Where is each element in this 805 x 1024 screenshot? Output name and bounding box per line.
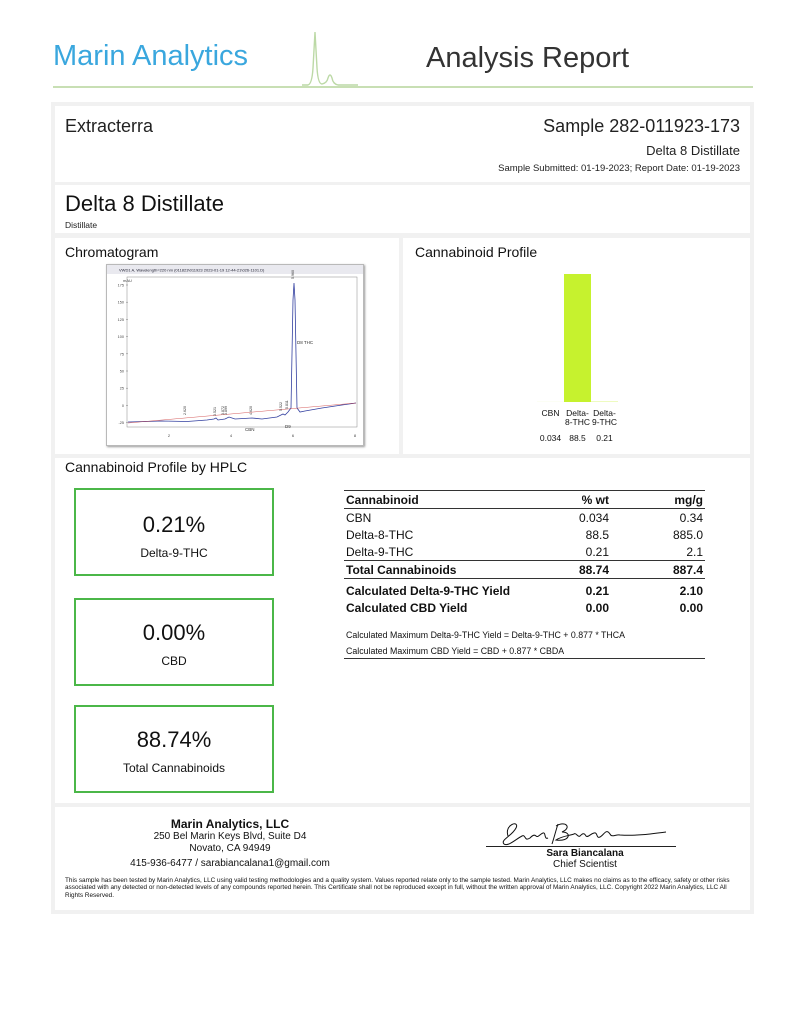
formula-delta9: Calculated Maximum Delta-9-THC Yield = Delta-9-THC + 0.877 * THCA	[346, 630, 625, 640]
stat-card-cbd	[74, 598, 274, 686]
y-tick-label: -25	[118, 421, 124, 426]
chromatogram-image	[106, 264, 364, 446]
profile-title: Cannabinoid Profile	[415, 244, 538, 260]
signer-title: Chief Scientist	[553, 859, 617, 870]
y-ticks	[118, 284, 128, 426]
x-tick-label: 2	[167, 433, 171, 438]
yield-name: Calculated Delta-9-THC Yield	[346, 584, 511, 598]
yield-pct: 0.21	[585, 584, 609, 598]
category-label: Delta-	[566, 408, 589, 418]
stat-label: Delta-9-THC	[140, 546, 208, 560]
stat-label: Total Cannabinoids	[122, 761, 226, 775]
total-pct: 88.74	[527, 561, 611, 579]
y-tick-label: 100	[117, 335, 124, 340]
sample-matrix: Delta 8 Distillate	[646, 143, 740, 158]
y-unit: mAU	[123, 278, 132, 283]
yield-mg: 2.10	[679, 584, 703, 598]
row-name: Delta-8-THC	[346, 527, 414, 542]
y-tick-label: 0	[121, 403, 124, 408]
value-label: 0.21	[596, 433, 613, 443]
yield-pct: 0.00	[585, 601, 609, 615]
category-label: 9-THC	[591, 417, 618, 427]
peak-label: 3.521	[213, 407, 217, 416]
total-mg: 887.4	[611, 561, 705, 579]
value-label: 88.5	[569, 433, 586, 443]
product-type: Distillate	[65, 220, 98, 230]
stat-value: 88.74%	[136, 727, 212, 752]
lab-name: Marin Analytics, LLC	[170, 817, 290, 831]
y-tick-label: 150	[117, 300, 124, 305]
row-name: Delta-9-THC	[346, 544, 414, 559]
signer-name: Sara Biancalana	[546, 848, 624, 859]
cannabinoid-bar-chart	[530, 270, 640, 448]
row-mg: 2.1	[686, 544, 703, 559]
y-tick-label: 175	[117, 283, 124, 288]
col-mg-g: mg/g	[611, 491, 705, 509]
y-tick-label: 50	[119, 369, 124, 374]
col-pct-wt: % wt	[527, 491, 611, 509]
peak-label: 3.899	[224, 406, 228, 415]
report-title: Analysis Report	[426, 42, 630, 74]
col-cannabinoid: Cannabinoid	[344, 491, 527, 509]
sample-id: Sample 282-011923-173	[543, 116, 740, 136]
y-tick-label: 75	[119, 352, 124, 357]
lab-address-1: 250 Bel Marin Keys Blvd, Suite D4	[153, 831, 307, 842]
peak-label: 2.620	[183, 406, 187, 415]
table-row	[344, 543, 705, 561]
category-label: Delta-	[593, 408, 616, 418]
category-label: CBN	[541, 408, 560, 418]
peak-label: 5.811	[285, 400, 289, 409]
product-name: Delta 8 Distillate	[65, 191, 224, 216]
table-bottom-rule	[344, 658, 705, 659]
category-label: 8-THC	[564, 417, 591, 427]
x-tick-label: 6	[291, 433, 295, 438]
results-table	[344, 490, 705, 617]
row-name: CBN	[346, 510, 372, 525]
stat-card-total	[74, 705, 274, 793]
peak-label: 3.872	[221, 406, 225, 415]
formula-cbd: Calculated Maximum CBD Yield = CBD + 0.877 * CBDA	[346, 646, 565, 656]
lab-contact: 415-936-6477 / sarabiancalana1@gmail.com	[130, 858, 330, 869]
yield-row-cbd	[344, 600, 705, 617]
x-tick-label: 4	[229, 433, 233, 438]
row-mg: 0.34	[679, 510, 703, 525]
chromatogram-plot	[107, 265, 363, 445]
peak-label: 4.620	[249, 406, 253, 415]
report-dates: Sample Submitted: 01-19-2023; Report Date: 01-19-2023	[498, 163, 740, 174]
y-tick-label: 25	[119, 386, 124, 391]
signature-line	[486, 846, 676, 847]
chromatogram-title: Chromatogram	[65, 244, 159, 260]
header-divider	[53, 86, 753, 88]
yield-name: Calculated CBD Yield	[346, 601, 468, 615]
hplc-title: Cannabinoid Profile by HPLC	[65, 459, 248, 475]
yield-mg: 0.00	[679, 601, 703, 615]
stat-card-delta9	[74, 488, 274, 576]
brand-name: Marin Analytics	[53, 40, 249, 72]
table-total-row	[344, 561, 705, 579]
annotation-d9: D9	[285, 424, 291, 429]
signature-image	[486, 814, 676, 850]
value-label: 0.034	[539, 433, 562, 443]
peak-label: 5.960	[291, 270, 295, 279]
table-row	[344, 526, 705, 543]
bar-1	[564, 274, 591, 402]
row-mg: 885.0	[672, 527, 703, 542]
stat-label: CBD	[161, 654, 187, 668]
stat-value: 0.00%	[142, 620, 206, 645]
annotation-d8-thc: D8 THC	[297, 340, 314, 345]
annotation-cbn: CBN	[245, 427, 255, 432]
y-tick-label: 125	[117, 317, 124, 322]
disclaimer-text: This sample has been tested by Marin Analytics, LLC using valid testing methodologies and a quality system. Values reported relate only to the sample tested. Marin Analytics, LLC makes no claims as to the efficacy, safety or other risks associated with any detected or non-detected levels of any compounds reported herein. This Certificate shall not be reproduced except in full, without the written approval of Marin Analytics, LLC. Copyright 2022 Marin Analytics, LLC All Rights Reserved.	[65, 877, 730, 899]
chromatogram-header-text: VWD1 A, Wavelength=220 nm (011823\011923 2023-01-19 12-44-21\026-1101.D)	[119, 267, 265, 273]
row-pct: 0.034	[578, 510, 609, 525]
stat-value: 0.21%	[142, 512, 206, 537]
yield-row-delta9	[344, 583, 705, 600]
table-header-row	[344, 491, 705, 509]
row-pct: 88.5	[585, 527, 609, 542]
peak-label: 5.522	[279, 402, 283, 411]
x-tick-label: 8	[353, 433, 357, 438]
row-pct: 0.21	[585, 544, 609, 559]
chromatogram-logo-icon	[300, 28, 360, 88]
x-ticks	[168, 433, 357, 438]
client-name: Extracterra	[65, 116, 154, 136]
table-row	[344, 509, 705, 527]
total-name: Total Cannabinoids	[344, 561, 527, 579]
lab-address-2: Novato, CA 94949	[189, 843, 271, 854]
